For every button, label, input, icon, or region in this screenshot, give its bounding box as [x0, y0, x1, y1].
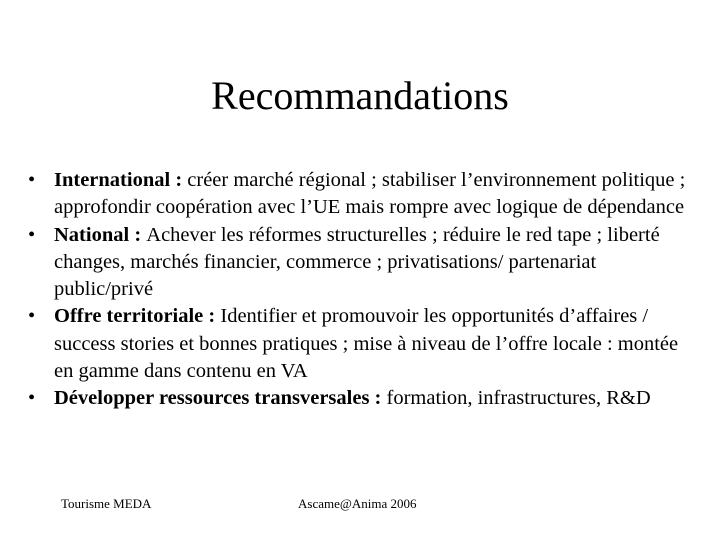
- bullet-separator: :: [369, 387, 387, 410]
- bullet-icon: •: [28, 223, 36, 246]
- bullet-text: Identifier et promouvoir les opportunités d’affaires / success stories et bonnes pratiques ; mise à niveau de l’offre locale : montée en gamme dans contenu en VA: [54, 305, 679, 383]
- bullet-term: Développer ressources transversales: [54, 387, 370, 410]
- footer-left-text: Tourisme MEDA: [61, 496, 152, 511]
- bullet-text: Achever les réformes structurelles ; réduire le red tape ; liberté changes, marchés financier, commerce ; privatisations/ partenariat public/privé: [54, 223, 660, 301]
- bullet-separator: :: [170, 169, 188, 191]
- bullet-separator: :: [203, 305, 221, 328]
- bullet-national: [28, 222, 700, 304]
- bullet-icon: •: [28, 387, 36, 410]
- bullet-icon: •: [28, 305, 36, 328]
- bullet-list: [28, 167, 700, 413]
- footer-center-text: Ascame@Anima 2006: [298, 496, 417, 511]
- slide-title: Recommandations: [211, 73, 509, 118]
- bullet-term: International: [54, 169, 171, 191]
- bullet-separator: :: [129, 223, 147, 246]
- bullet-icon: •: [28, 169, 36, 191]
- bullet-term: National: [54, 223, 130, 246]
- bullet-ressources-transversales: [28, 385, 700, 412]
- bullet-text: créer marché régional ; stabiliser l’environnement politique ; approfondir coopération avec l’UE mais rompre avec logique de dépendance: [54, 169, 686, 219]
- bullet-text: formation, infrastructures, R&D: [386, 387, 651, 410]
- bullet-international: [28, 167, 700, 222]
- bullet-term: Offre territoriale: [54, 305, 204, 328]
- bullet-offre-territoriale: [28, 303, 700, 385]
